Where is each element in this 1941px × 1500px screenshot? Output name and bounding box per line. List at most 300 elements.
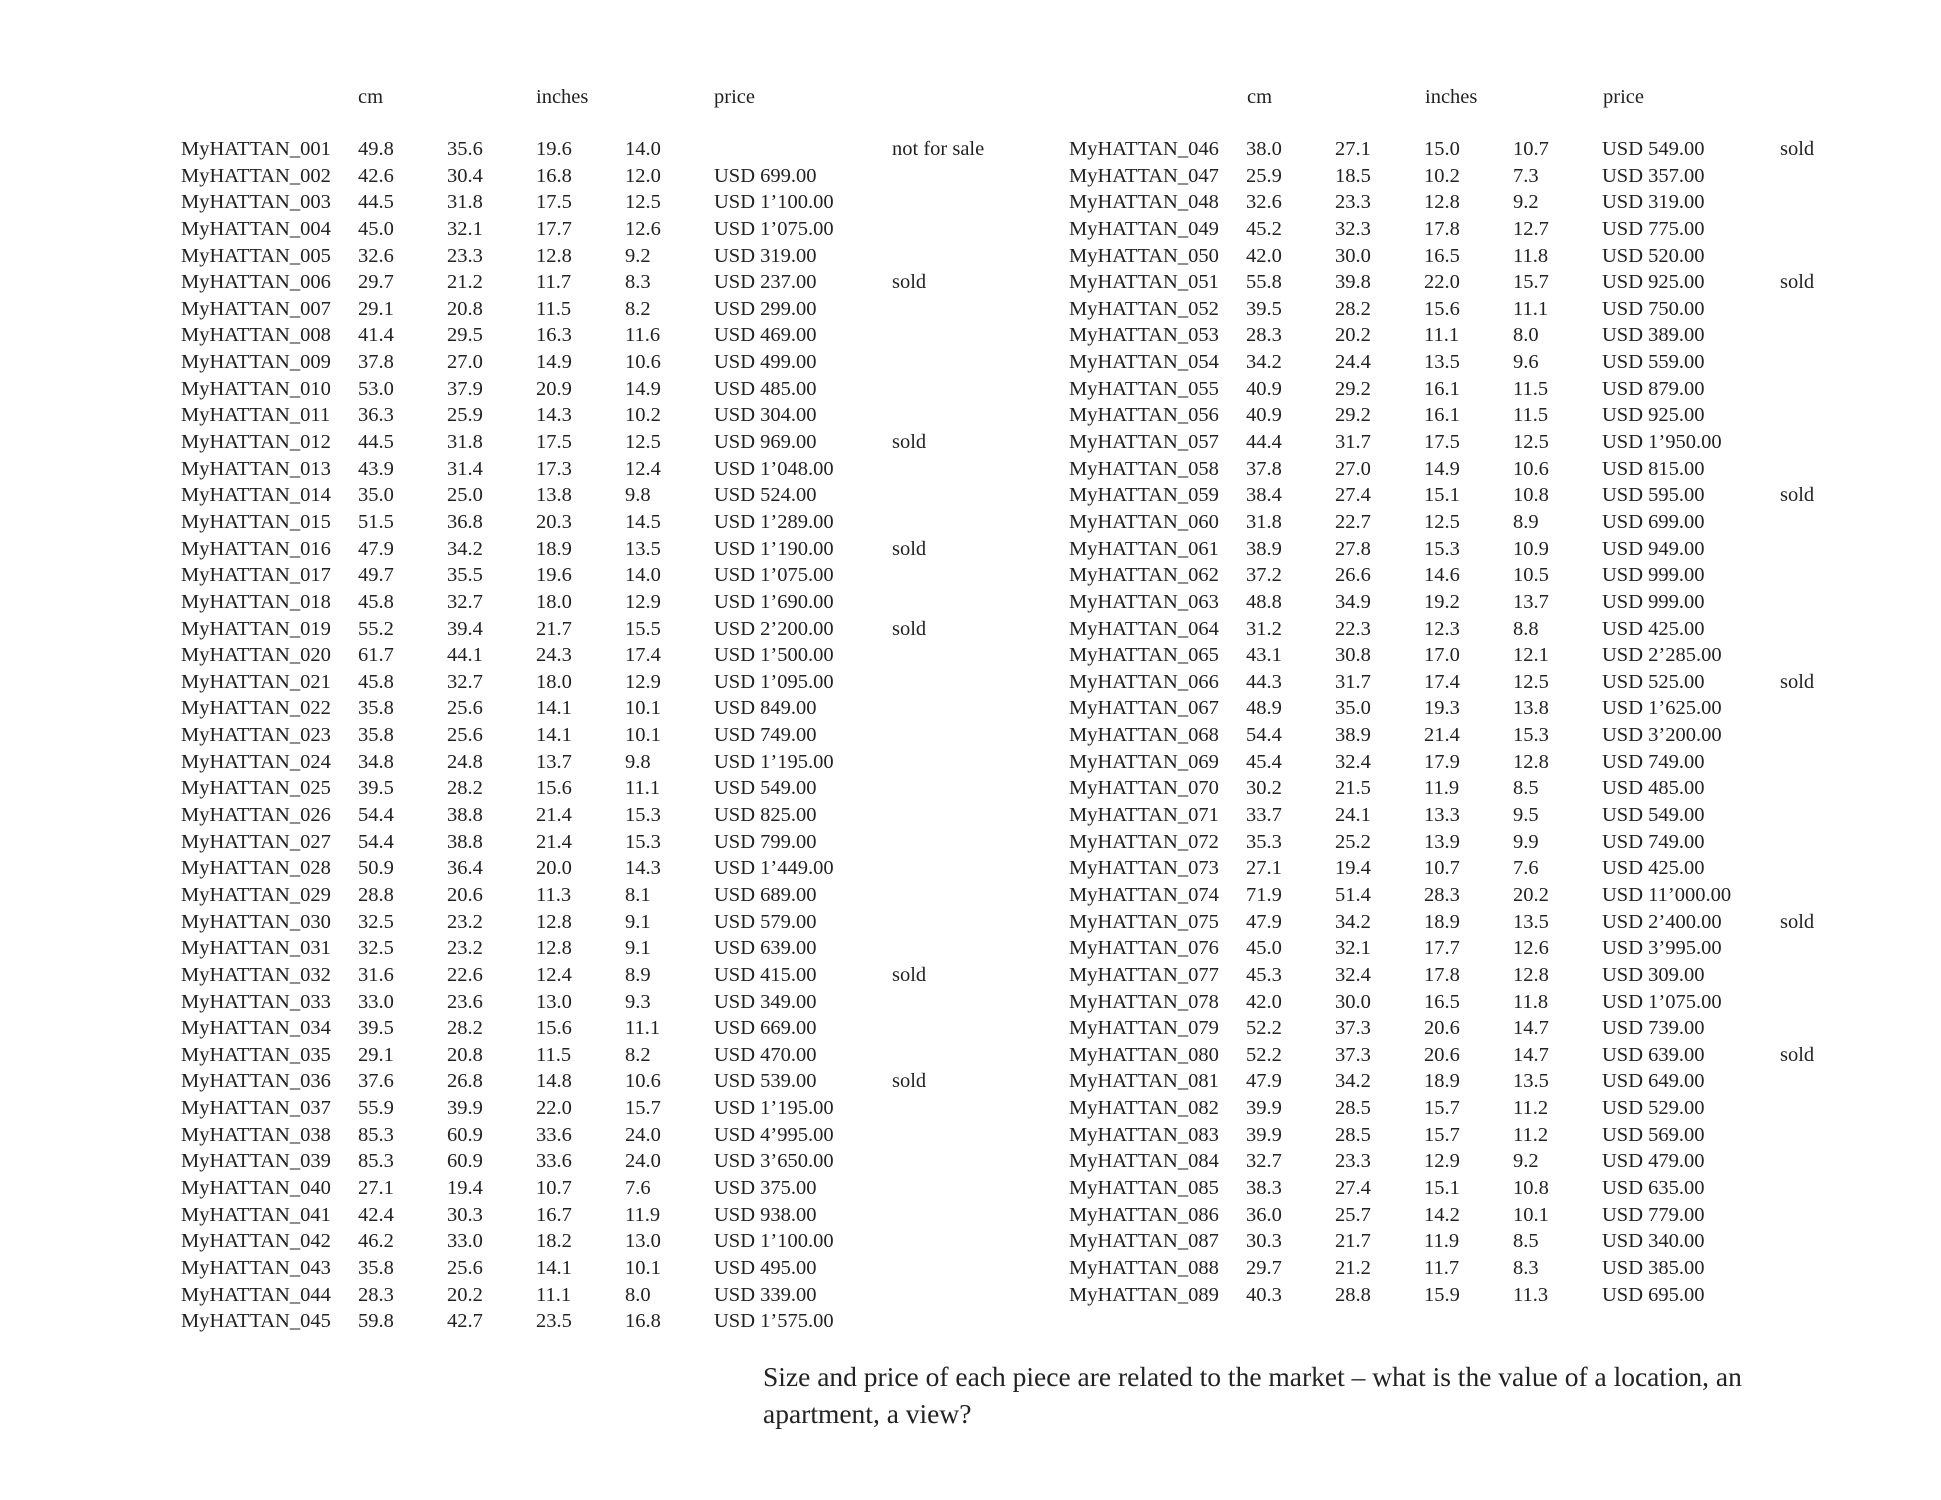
width-in-cell: 13.8 bbox=[536, 484, 572, 507]
price-cell: USD 349.00 bbox=[714, 990, 817, 1013]
width-in-cell: 14.2 bbox=[1424, 1203, 1460, 1226]
price-cell: USD 775.00 bbox=[1602, 217, 1705, 240]
height-in-cell: 8.5 bbox=[1513, 777, 1539, 800]
status-cell: sold bbox=[892, 271, 927, 294]
status-cell: sold bbox=[892, 537, 927, 560]
right-header-inches: inches bbox=[1425, 86, 1478, 108]
item-name-cell: MyHATTAN_001 bbox=[181, 138, 331, 160]
height-cm-cell: 23.3 bbox=[1335, 191, 1371, 214]
height-cm-cell: 25.2 bbox=[1335, 830, 1371, 853]
width-cm-cell: 35.0 bbox=[358, 484, 394, 507]
height-in-cell: 12.8 bbox=[1513, 963, 1549, 986]
item-name-cell: MyHATTAN_036 bbox=[181, 1070, 331, 1093]
item-name-cell: MyHATTAN_080 bbox=[1069, 1043, 1219, 1066]
height-cm-cell: 30.3 bbox=[447, 1203, 483, 1226]
item-name-cell: MyHATTAN_043 bbox=[181, 1256, 331, 1279]
height-in-cell: 9.8 bbox=[625, 484, 651, 507]
width-in-cell: 19.6 bbox=[536, 138, 572, 160]
width-in-cell: 17.7 bbox=[1424, 937, 1460, 960]
price-cell: USD 495.00 bbox=[714, 1256, 817, 1279]
item-name-cell: MyHATTAN_050 bbox=[1069, 244, 1219, 267]
width-in-cell: 16.3 bbox=[536, 324, 572, 347]
height-in-cell: 11.8 bbox=[1513, 244, 1549, 267]
width-cm-cell: 40.9 bbox=[1246, 377, 1282, 400]
height-in-cell: 10.6 bbox=[625, 351, 661, 374]
height-in-cell: 14.7 bbox=[1513, 1017, 1549, 1040]
height-in-cell: 13.5 bbox=[1513, 1070, 1549, 1093]
height-in-cell: 14.0 bbox=[625, 564, 661, 587]
width-cm-cell: 29.1 bbox=[358, 297, 394, 320]
width-cm-cell: 61.7 bbox=[358, 644, 394, 667]
height-in-cell: 12.5 bbox=[1513, 431, 1549, 454]
width-cm-cell: 44.3 bbox=[1246, 670, 1282, 693]
status-cell: sold bbox=[1780, 1043, 1815, 1066]
width-cm-cell: 39.5 bbox=[1246, 297, 1282, 320]
price-cell: USD 319.00 bbox=[714, 244, 817, 267]
height-cm-cell: 30.0 bbox=[1335, 244, 1371, 267]
width-cm-cell: 45.0 bbox=[358, 217, 394, 240]
item-name-cell: MyHATTAN_073 bbox=[1069, 857, 1219, 880]
height-in-cell: 10.6 bbox=[625, 1070, 661, 1093]
height-in-cell: 10.7 bbox=[1513, 138, 1549, 160]
width-cm-cell: 35.8 bbox=[358, 697, 394, 720]
width-in-cell: 17.7 bbox=[536, 217, 572, 240]
price-cell: USD 1’075.00 bbox=[714, 217, 834, 240]
height-cm-cell: 32.1 bbox=[447, 217, 483, 240]
left-header-price: price bbox=[714, 86, 755, 108]
width-in-cell: 20.9 bbox=[536, 377, 572, 400]
height-cm-cell: 21.2 bbox=[1335, 1256, 1371, 1279]
width-cm-cell: 45.4 bbox=[1246, 750, 1282, 773]
height-in-cell: 7.6 bbox=[1513, 857, 1539, 880]
price-cell: USD 925.00 bbox=[1602, 271, 1705, 294]
height-in-cell: 9.1 bbox=[625, 937, 651, 960]
item-name-cell: MyHATTAN_055 bbox=[1069, 377, 1219, 400]
item-name-cell: MyHATTAN_066 bbox=[1069, 670, 1219, 693]
width-in-cell: 11.7 bbox=[1424, 1256, 1460, 1279]
height-in-cell: 8.0 bbox=[625, 1283, 651, 1306]
height-cm-cell: 27.4 bbox=[1335, 1176, 1371, 1199]
width-cm-cell: 37.2 bbox=[1246, 564, 1282, 587]
width-cm-cell: 47.9 bbox=[1246, 1070, 1282, 1093]
height-in-cell: 15.7 bbox=[1513, 271, 1549, 294]
width-in-cell: 23.5 bbox=[536, 1310, 572, 1333]
item-name-cell: MyHATTAN_049 bbox=[1069, 217, 1219, 240]
status-cell: sold bbox=[1780, 484, 1815, 507]
width-cm-cell: 40.9 bbox=[1246, 404, 1282, 427]
price-cell: USD 569.00 bbox=[1602, 1123, 1705, 1146]
width-cm-cell: 51.5 bbox=[358, 510, 394, 533]
price-cell: USD 779.00 bbox=[1602, 1203, 1705, 1226]
width-cm-cell: 27.1 bbox=[358, 1176, 394, 1199]
item-name-cell: MyHATTAN_082 bbox=[1069, 1097, 1219, 1120]
width-cm-cell: 38.0 bbox=[1246, 138, 1282, 160]
height-in-cell: 10.5 bbox=[1513, 564, 1549, 587]
width-cm-cell: 28.8 bbox=[358, 883, 394, 906]
width-in-cell: 14.1 bbox=[536, 1256, 572, 1279]
width-cm-cell: 29.7 bbox=[1246, 1256, 1282, 1279]
height-in-cell: 12.7 bbox=[1513, 217, 1549, 240]
height-in-cell: 9.2 bbox=[1513, 1150, 1539, 1173]
item-name-cell: MyHATTAN_024 bbox=[181, 750, 331, 773]
price-cell: USD 999.00 bbox=[1602, 590, 1705, 613]
height-cm-cell: 23.2 bbox=[447, 937, 483, 960]
height-in-cell: 9.2 bbox=[1513, 191, 1539, 214]
height-in-cell: 13.7 bbox=[1513, 590, 1549, 613]
price-cell: USD 739.00 bbox=[1602, 1017, 1705, 1040]
width-cm-cell: 38.4 bbox=[1246, 484, 1282, 507]
height-in-cell: 13.5 bbox=[625, 537, 661, 560]
price-cell: USD 799.00 bbox=[714, 830, 817, 853]
width-in-cell: 33.6 bbox=[536, 1123, 572, 1146]
width-in-cell: 13.9 bbox=[1424, 830, 1460, 853]
height-in-cell: 11.1 bbox=[625, 1017, 661, 1040]
price-cell: USD 639.00 bbox=[1602, 1043, 1705, 1066]
width-cm-cell: 36.3 bbox=[358, 404, 394, 427]
height-in-cell: 8.1 bbox=[625, 883, 651, 906]
width-cm-cell: 35.3 bbox=[1246, 830, 1282, 853]
width-cm-cell: 34.8 bbox=[358, 750, 394, 773]
height-cm-cell: 38.9 bbox=[1335, 724, 1371, 747]
height-cm-cell: 33.0 bbox=[447, 1230, 483, 1253]
height-cm-cell: 31.4 bbox=[447, 457, 483, 480]
price-cell: USD 1’289.00 bbox=[714, 510, 834, 533]
width-in-cell: 18.0 bbox=[536, 670, 572, 693]
width-cm-cell: 44.5 bbox=[358, 191, 394, 214]
width-in-cell: 12.8 bbox=[1424, 191, 1460, 214]
item-name-cell: MyHATTAN_054 bbox=[1069, 351, 1219, 374]
item-name-cell: MyHATTAN_006 bbox=[181, 271, 331, 294]
price-cell: USD 1’048.00 bbox=[714, 457, 834, 480]
height-in-cell: 15.3 bbox=[625, 830, 661, 853]
height-cm-cell: 18.5 bbox=[1335, 164, 1371, 187]
width-cm-cell: 30.2 bbox=[1246, 777, 1282, 800]
item-name-cell: MyHATTAN_026 bbox=[181, 804, 331, 827]
height-in-cell: 10.1 bbox=[625, 1256, 661, 1279]
height-cm-cell: 20.8 bbox=[447, 1043, 483, 1066]
price-cell: USD 415.00 bbox=[714, 963, 817, 986]
width-in-cell: 15.7 bbox=[1424, 1123, 1460, 1146]
footer-note: Size and price of each piece are related to the market – what is the value of a location, an apartment, a view? bbox=[763, 1361, 1742, 1429]
width-in-cell: 17.5 bbox=[1424, 431, 1460, 454]
price-cell: USD 539.00 bbox=[714, 1070, 817, 1093]
height-in-cell: 24.0 bbox=[625, 1150, 661, 1173]
height-in-cell: 11.9 bbox=[625, 1203, 661, 1226]
item-name-cell: MyHATTAN_041 bbox=[181, 1203, 331, 1226]
width-cm-cell: 52.2 bbox=[1246, 1043, 1282, 1066]
price-cell: USD 1’190.00 bbox=[714, 537, 834, 560]
width-cm-cell: 31.8 bbox=[1246, 510, 1282, 533]
width-in-cell: 14.6 bbox=[1424, 564, 1460, 587]
price-cell: USD 1’575.00 bbox=[714, 1310, 834, 1333]
price-cell: USD 1’195.00 bbox=[714, 750, 834, 773]
width-cm-cell: 85.3 bbox=[358, 1123, 394, 1146]
width-cm-cell: 42.0 bbox=[1246, 244, 1282, 267]
price-cell: USD 825.00 bbox=[714, 804, 817, 827]
width-in-cell: 21.7 bbox=[536, 617, 572, 640]
width-in-cell: 11.5 bbox=[536, 297, 572, 320]
height-in-cell: 11.1 bbox=[1513, 297, 1549, 320]
height-in-cell: 14.0 bbox=[625, 138, 661, 160]
width-cm-cell: 42.6 bbox=[358, 164, 394, 187]
width-in-cell: 17.3 bbox=[536, 457, 572, 480]
item-name-cell: MyHATTAN_058 bbox=[1069, 457, 1219, 480]
height-in-cell: 10.1 bbox=[1513, 1203, 1549, 1226]
width-cm-cell: 43.1 bbox=[1246, 644, 1282, 667]
item-name-cell: MyHATTAN_009 bbox=[181, 351, 331, 374]
item-name-cell: MyHATTAN_008 bbox=[181, 324, 331, 347]
item-name-cell: MyHATTAN_022 bbox=[181, 697, 331, 720]
height-in-cell: 10.9 bbox=[1513, 537, 1549, 560]
price-cell: USD 319.00 bbox=[1602, 191, 1705, 214]
item-name-cell: MyHATTAN_061 bbox=[1069, 537, 1219, 560]
width-in-cell: 11.5 bbox=[536, 1043, 572, 1066]
height-cm-cell: 37.3 bbox=[1335, 1043, 1371, 1066]
price-cell: USD 375.00 bbox=[714, 1176, 817, 1199]
width-cm-cell: 45.8 bbox=[358, 670, 394, 693]
height-cm-cell: 38.8 bbox=[447, 830, 483, 853]
height-in-cell: 10.6 bbox=[1513, 457, 1549, 480]
item-name-cell: MyHATTAN_045 bbox=[181, 1310, 331, 1333]
width-cm-cell: 36.0 bbox=[1246, 1203, 1282, 1226]
height-in-cell: 15.5 bbox=[625, 617, 661, 640]
price-cell: USD 1’449.00 bbox=[714, 857, 834, 880]
height-in-cell: 9.1 bbox=[625, 910, 651, 933]
width-in-cell: 14.3 bbox=[536, 404, 572, 427]
height-in-cell: 11.2 bbox=[1513, 1097, 1549, 1120]
price-cell: USD 1’500.00 bbox=[714, 644, 834, 667]
width-in-cell: 18.9 bbox=[536, 537, 572, 560]
height-cm-cell: 30.0 bbox=[1335, 990, 1371, 1013]
price-cell: USD 559.00 bbox=[1602, 351, 1705, 374]
height-cm-cell: 34.9 bbox=[1335, 590, 1371, 613]
width-cm-cell: 34.2 bbox=[1246, 351, 1282, 374]
height-in-cell: 9.8 bbox=[625, 750, 651, 773]
width-in-cell: 19.3 bbox=[1424, 697, 1460, 720]
status-cell: sold bbox=[1780, 670, 1815, 693]
price-cell: USD 485.00 bbox=[714, 377, 817, 400]
width-cm-cell: 31.6 bbox=[358, 963, 394, 986]
height-in-cell: 13.8 bbox=[1513, 697, 1549, 720]
width-cm-cell: 42.0 bbox=[1246, 990, 1282, 1013]
price-cell: USD 2’285.00 bbox=[1602, 644, 1722, 667]
width-in-cell: 17.0 bbox=[1424, 644, 1460, 667]
height-in-cell: 8.0 bbox=[1513, 324, 1539, 347]
width-cm-cell: 47.9 bbox=[1246, 910, 1282, 933]
width-cm-cell: 44.4 bbox=[1246, 431, 1282, 454]
height-cm-cell: 23.3 bbox=[1335, 1150, 1371, 1173]
width-cm-cell: 37.8 bbox=[358, 351, 394, 374]
height-cm-cell: 22.7 bbox=[1335, 510, 1371, 533]
height-in-cell: 11.3 bbox=[1513, 1283, 1549, 1306]
price-cell: USD 699.00 bbox=[1602, 510, 1705, 533]
price-cell: USD 579.00 bbox=[714, 910, 817, 933]
item-name-cell: MyHATTAN_027 bbox=[181, 830, 331, 853]
price-cell: USD 699.00 bbox=[714, 164, 817, 187]
height-cm-cell: 24.4 bbox=[1335, 351, 1371, 374]
price-cell: USD 425.00 bbox=[1602, 617, 1705, 640]
width-in-cell: 10.2 bbox=[1424, 164, 1460, 187]
item-name-cell: MyHATTAN_062 bbox=[1069, 564, 1219, 587]
item-name-cell: MyHATTAN_048 bbox=[1069, 191, 1219, 214]
width-cm-cell: 45.2 bbox=[1246, 217, 1282, 240]
width-in-cell: 18.9 bbox=[1424, 910, 1460, 933]
height-cm-cell: 35.5 bbox=[447, 564, 483, 587]
width-in-cell: 20.0 bbox=[536, 857, 572, 880]
price-cell: USD 1’195.00 bbox=[714, 1097, 834, 1120]
width-cm-cell: 53.0 bbox=[358, 377, 394, 400]
status-cell: sold bbox=[1780, 271, 1815, 294]
height-cm-cell: 21.7 bbox=[1335, 1230, 1371, 1253]
height-cm-cell: 31.7 bbox=[1335, 431, 1371, 454]
width-cm-cell: 39.9 bbox=[1246, 1097, 1282, 1120]
item-name-cell: MyHATTAN_052 bbox=[1069, 297, 1219, 320]
width-in-cell: 16.5 bbox=[1424, 244, 1460, 267]
height-in-cell: 9.3 bbox=[625, 990, 651, 1013]
height-cm-cell: 35.6 bbox=[447, 138, 483, 160]
width-in-cell: 21.4 bbox=[536, 830, 572, 853]
price-cell: USD 749.00 bbox=[1602, 830, 1705, 853]
width-cm-cell: 55.8 bbox=[1246, 271, 1282, 294]
item-name-cell: MyHATTAN_042 bbox=[181, 1230, 331, 1253]
width-cm-cell: 44.5 bbox=[358, 431, 394, 454]
height-cm-cell: 37.3 bbox=[1335, 1017, 1371, 1040]
item-name-cell: MyHATTAN_070 bbox=[1069, 777, 1219, 800]
left-header-cm: cm bbox=[358, 86, 384, 108]
width-cm-cell: 59.8 bbox=[358, 1310, 394, 1333]
height-cm-cell: 28.5 bbox=[1335, 1123, 1371, 1146]
item-name-cell: MyHATTAN_029 bbox=[181, 883, 331, 906]
width-in-cell: 12.5 bbox=[1424, 510, 1460, 533]
height-cm-cell: 22.3 bbox=[1335, 617, 1371, 640]
height-in-cell: 12.4 bbox=[625, 457, 661, 480]
item-name-cell: MyHATTAN_053 bbox=[1069, 324, 1219, 347]
height-cm-cell: 23.3 bbox=[447, 244, 483, 267]
height-cm-cell: 51.4 bbox=[1335, 883, 1371, 906]
width-in-cell: 14.1 bbox=[536, 724, 572, 747]
price-cell: USD 339.00 bbox=[714, 1283, 817, 1306]
item-name-cell: MyHATTAN_074 bbox=[1069, 883, 1219, 906]
item-name-cell: MyHATTAN_028 bbox=[181, 857, 331, 880]
item-name-cell: MyHATTAN_079 bbox=[1069, 1017, 1219, 1040]
height-cm-cell: 39.9 bbox=[447, 1097, 483, 1120]
item-name-cell: MyHATTAN_071 bbox=[1069, 804, 1219, 827]
height-in-cell: 9.2 bbox=[625, 244, 651, 267]
height-cm-cell: 60.9 bbox=[447, 1150, 483, 1173]
height-in-cell: 11.2 bbox=[1513, 1123, 1549, 1146]
price-cell: USD 689.00 bbox=[714, 883, 817, 906]
width-cm-cell: 37.6 bbox=[358, 1070, 394, 1093]
price-cell: USD 949.00 bbox=[1602, 537, 1705, 560]
height-in-cell: 8.9 bbox=[625, 963, 651, 986]
height-cm-cell: 23.6 bbox=[447, 990, 483, 1013]
width-in-cell: 20.6 bbox=[1424, 1017, 1460, 1040]
width-cm-cell: 71.9 bbox=[1246, 883, 1282, 906]
height-in-cell: 8.3 bbox=[625, 271, 651, 294]
width-in-cell: 13.0 bbox=[536, 990, 572, 1013]
price-cell: USD 2’400.00 bbox=[1602, 910, 1722, 933]
width-cm-cell: 29.1 bbox=[358, 1043, 394, 1066]
width-in-cell: 20.6 bbox=[1424, 1043, 1460, 1066]
width-in-cell: 12.8 bbox=[536, 910, 572, 933]
item-name-cell: MyHATTAN_003 bbox=[181, 191, 331, 214]
width-in-cell: 18.9 bbox=[1424, 1070, 1460, 1093]
height-in-cell: 8.3 bbox=[1513, 1256, 1539, 1279]
status-cell: sold bbox=[892, 963, 927, 986]
height-in-cell: 12.5 bbox=[625, 191, 661, 214]
price-cell: USD 849.00 bbox=[714, 697, 817, 720]
height-cm-cell: 39.4 bbox=[447, 617, 483, 640]
height-cm-cell: 29.2 bbox=[1335, 404, 1371, 427]
width-in-cell: 13.3 bbox=[1424, 804, 1460, 827]
price-cell: USD 3’200.00 bbox=[1602, 724, 1722, 747]
height-in-cell: 11.6 bbox=[625, 324, 661, 347]
item-name-cell: MyHATTAN_047 bbox=[1069, 164, 1219, 187]
item-name-cell: MyHATTAN_017 bbox=[181, 564, 331, 587]
item-name-cell: MyHATTAN_044 bbox=[181, 1283, 331, 1306]
price-cell: USD 425.00 bbox=[1602, 857, 1705, 880]
item-name-cell: MyHATTAN_081 bbox=[1069, 1070, 1219, 1093]
price-cell: USD 1’950.00 bbox=[1602, 431, 1722, 454]
width-cm-cell: 55.2 bbox=[358, 617, 394, 640]
height-cm-cell: 27.0 bbox=[1335, 457, 1371, 480]
height-in-cell: 15.3 bbox=[625, 804, 661, 827]
height-in-cell: 12.6 bbox=[1513, 937, 1549, 960]
height-in-cell: 24.0 bbox=[625, 1123, 661, 1146]
price-cell: USD 750.00 bbox=[1602, 297, 1705, 320]
price-cell: USD 309.00 bbox=[1602, 963, 1705, 986]
height-in-cell: 9.5 bbox=[1513, 804, 1539, 827]
width-in-cell: 15.1 bbox=[1424, 484, 1460, 507]
height-cm-cell: 27.0 bbox=[447, 351, 483, 374]
width-in-cell: 17.4 bbox=[1424, 670, 1460, 693]
height-cm-cell: 19.4 bbox=[447, 1176, 483, 1199]
width-in-cell: 14.1 bbox=[536, 697, 572, 720]
width-cm-cell: 48.9 bbox=[1246, 697, 1282, 720]
height-cm-cell: 34.2 bbox=[1335, 1070, 1371, 1093]
height-in-cell: 9.9 bbox=[1513, 830, 1539, 853]
height-cm-cell: 22.6 bbox=[447, 963, 483, 986]
item-name-cell: MyHATTAN_040 bbox=[181, 1176, 331, 1199]
width-cm-cell: 33.0 bbox=[358, 990, 394, 1013]
width-in-cell: 15.1 bbox=[1424, 1176, 1460, 1199]
item-name-cell: MyHATTAN_060 bbox=[1069, 510, 1219, 533]
height-cm-cell: 26.6 bbox=[1335, 564, 1371, 587]
height-cm-cell: 25.7 bbox=[1335, 1203, 1371, 1226]
price-cell: USD 524.00 bbox=[714, 484, 817, 507]
width-cm-cell: 29.7 bbox=[358, 271, 394, 294]
height-cm-cell: 32.7 bbox=[447, 590, 483, 613]
item-name-cell: MyHATTAN_002 bbox=[181, 164, 331, 187]
width-cm-cell: 42.4 bbox=[358, 1203, 394, 1226]
width-cm-cell: 50.9 bbox=[358, 857, 394, 880]
item-name-cell: MyHATTAN_033 bbox=[181, 990, 331, 1013]
width-cm-cell: 39.9 bbox=[1246, 1123, 1282, 1146]
width-in-cell: 20.3 bbox=[536, 510, 572, 533]
width-in-cell: 21.4 bbox=[1424, 724, 1460, 747]
price-cell: USD 11’000.00 bbox=[1602, 883, 1732, 906]
height-cm-cell: 25.0 bbox=[447, 484, 483, 507]
height-cm-cell: 32.1 bbox=[1335, 937, 1371, 960]
height-in-cell: 8.8 bbox=[1513, 617, 1539, 640]
price-cell: USD 299.00 bbox=[714, 297, 817, 320]
item-name-cell: MyHATTAN_031 bbox=[181, 937, 331, 960]
price-cell: USD 1’075.00 bbox=[1602, 990, 1722, 1013]
item-name-cell: MyHATTAN_065 bbox=[1069, 644, 1219, 667]
height-cm-cell: 23.2 bbox=[447, 910, 483, 933]
height-in-cell: 12.5 bbox=[625, 431, 661, 454]
width-in-cell: 17.5 bbox=[536, 191, 572, 214]
